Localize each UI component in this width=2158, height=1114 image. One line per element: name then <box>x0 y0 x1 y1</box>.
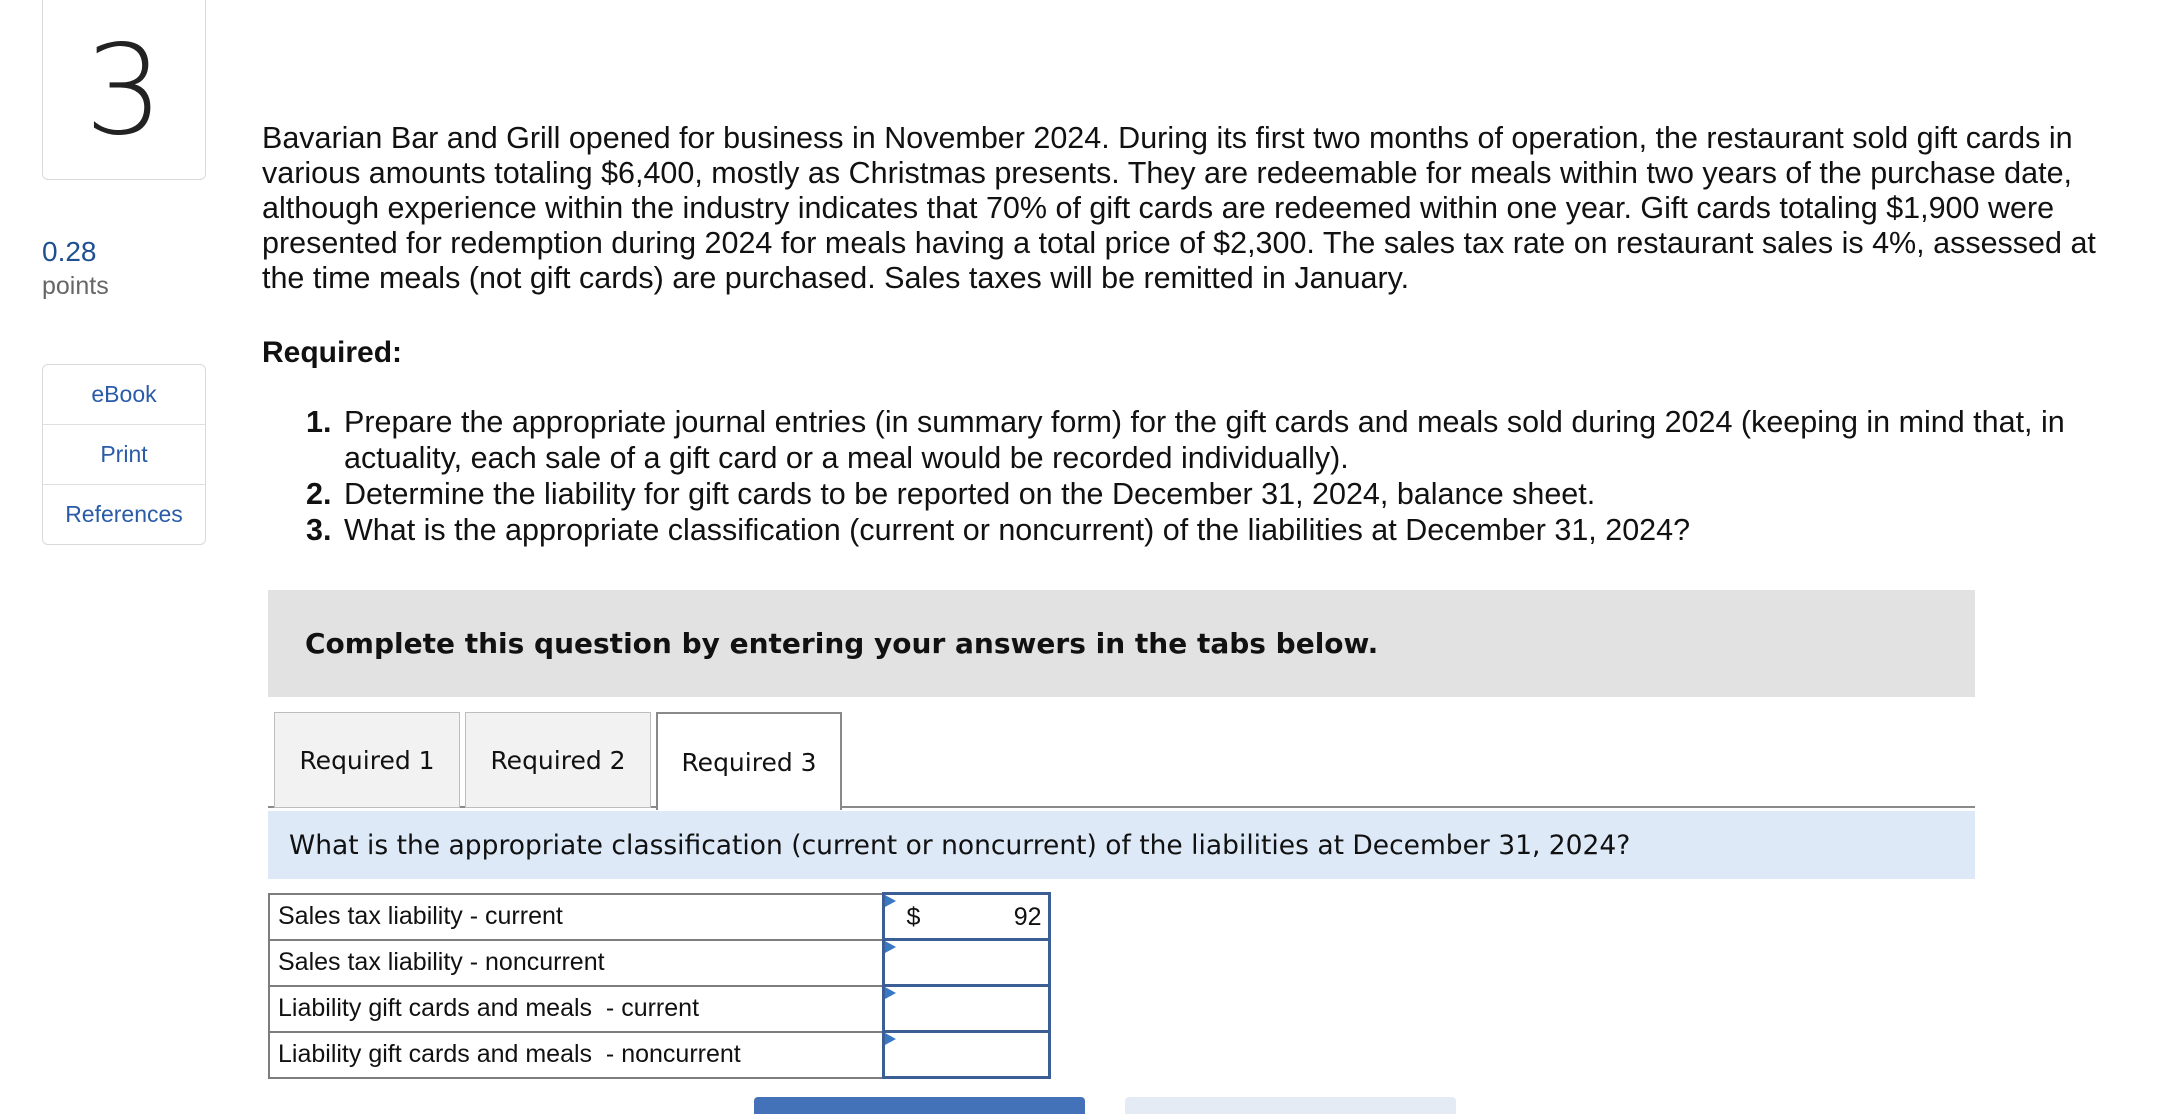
required-item-number: 2. <box>306 477 332 511</box>
required-item <box>300 404 2145 476</box>
required-item-text: Determine the liability for gift cards to be reported on the December 31, 2024, balance sheet. <box>344 477 1596 511</box>
problem-text: Bavarian Bar and Grill opened for business in November 2024. During its first two months of operation, the restaurant sold gift cards in various amounts totaling $6,400, mostly as Christmas presents. They are redeemable for meals within two years of the purchase date, although experience within the industry indicates that 70% of gift cards are redeemed within one year. Gift cards totaling $1,900 were presented for redemption during 2024 for meals having a total price of $2,300. The sales tax rate on restaurant sales is 4%, assessed at the time meals (not gift cards) are purchased. Sales taxes will be remitted in January. <box>262 121 2096 295</box>
required-heading: Required: <box>262 336 403 369</box>
answer-table <box>268 892 1051 1079</box>
table-row <box>269 986 1049 1032</box>
answer-value: 92 <box>1013 903 1042 931</box>
required-item <box>300 476 2145 512</box>
answer-input-gift-cards-current[interactable] <box>883 986 1049 1032</box>
points-value: 0.28 <box>42 236 97 267</box>
row-label: Sales tax liability - current <box>269 894 883 940</box>
required-item-number: 1. <box>306 405 332 439</box>
row-label: Sales tax liability - noncurrent <box>269 940 883 986</box>
instruction-banner <box>268 590 1975 697</box>
cell-marker-icon <box>885 895 896 907</box>
references-link[interactable]: References <box>65 501 183 527</box>
row-label: Liability gift cards and meals - current <box>269 986 883 1032</box>
tab-required-3[interactable]: Required 3 <box>656 712 842 810</box>
currency-symbol: $ <box>906 903 921 931</box>
table-row <box>269 894 1049 940</box>
answer-input-sales-tax-current[interactable] <box>883 894 1049 940</box>
tab-required-2[interactable]: Required 2 <box>465 712 651 808</box>
previous-tab-button[interactable] <box>754 1097 1085 1114</box>
points-label: points <box>42 272 109 300</box>
ebook-link[interactable]: eBook <box>43 365 205 425</box>
instruction-text: Complete this question by entering your answers in the tabs below. <box>305 627 1379 660</box>
required-list <box>300 404 2145 548</box>
resources-panel <box>42 364 206 545</box>
required-item-number: 3. <box>306 513 332 547</box>
cell-marker-icon <box>885 1033 896 1045</box>
table-row <box>269 1032 1049 1078</box>
next-tab-button[interactable] <box>1125 1097 1456 1114</box>
required-item-text: What is the appropriate classification (current or noncurrent) of the liabilities at December 31, 2024? <box>344 513 1691 547</box>
answer-input-sales-tax-noncurrent[interactable] <box>883 940 1049 986</box>
answer-tabs <box>268 712 1975 808</box>
table-row <box>269 940 1049 986</box>
required-item <box>300 512 2145 548</box>
question-number: 3 <box>84 19 164 163</box>
tab-question: What is the appropriate classification (current or noncurrent) of the liabilities at December 31, 2024? <box>268 811 1975 879</box>
row-label: Liability gift cards and meals - noncurrent <box>269 1032 883 1078</box>
required-item-text: Prepare the appropriate journal entries (in summary form) for the gift cards and meals sold during 2024 (keeping in mind that, in actuality, each sale of a gift card or a meal would be recorded individually). <box>344 405 2065 475</box>
cell-marker-icon <box>885 987 896 999</box>
question-number-box <box>42 0 206 180</box>
answer-input-gift-cards-noncurrent[interactable] <box>883 1032 1049 1078</box>
tab-required-1[interactable]: Required 1 <box>274 712 460 808</box>
print-link[interactable]: Print <box>43 425 205 485</box>
cell-marker-icon <box>885 941 896 953</box>
